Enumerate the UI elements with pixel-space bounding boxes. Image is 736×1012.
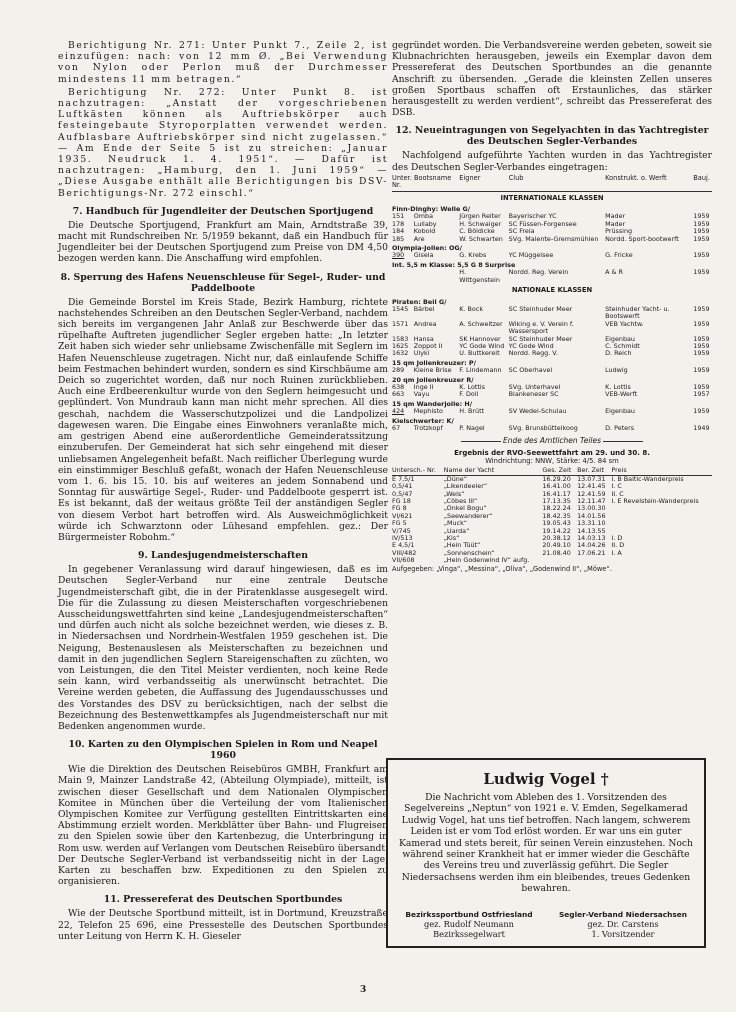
section-10-title: 10. Karten zu den Olympischen Spielen in Rom und Neapel 1960 — [68, 739, 378, 762]
yacht-cell: Bayerischer YC — [508, 212, 557, 221]
section-12-title: 12. Neueintragungen von Segelyachten in das Yachtregister des Deutschen Segler-Verbandes — [395, 125, 709, 148]
race-cell: 13.31.10 — [577, 519, 606, 528]
race-cell: 16.29.20 — [542, 474, 571, 483]
header-builder: Konstrukt. o. Werft — [605, 175, 693, 191]
yacht-cell: 185 — [392, 234, 405, 243]
obituary-name: Ludwig Vogel † — [483, 770, 609, 788]
yacht-cell: VEB Yachtw. — [605, 319, 644, 328]
yacht-cell: Gisela — [413, 251, 434, 260]
race-cell — [611, 528, 712, 535]
yacht-cell: Nordd. Sport-bootwerft — [605, 234, 679, 243]
race-cell: 12.11.47 — [577, 497, 606, 506]
yacht-cell: Vayu — [413, 390, 430, 399]
section-8-text: Die Gemeinde Borstel im Kreis Stade, Bezirk Hamburg, richtete nachstehendes Schreiben an den Deutschen Segler-Verband, nachdem sich bereits im vergangenen Jahr Anlaß zur Beschwerde über das rüpelhafte Auftreten jugendlicher Segler ergeben hatte: „In letzter Zeit haben sich wieder sehr unliebsame Zwischenfälle mit Seglern im Hafen Neuenschleuse zugetragen. Nicht nur, daß einlaufende Schiffe beim Festmachen behindert wurden, sondern es sind Kirschbäume am Deich so zugerichtet worden, daß nur noch Ruinen zurückblieben. Auch eine Erdbeerenkultur wurde von den Seglern heimgesucht und geplündert. Von Mundraub kann man nicht mehr sprechen. All dies geschah, nachdem die Wasserschutzpolizei und die Landpolizei dagewesen waren. Die Eingabe eines Einwohners veranlaßte mich, am gestrigen Abend eine außerordentliche Gemeinderatssitzung einzuberufen. Der Gemeinderat hat sich sehr eingehend mit dieser unliebsamen Angelegenheit befaßt. Nach reiflicher Überlegung wurde ein einstimmiger Beschluß gefaßt, wonach der Hafen Neuenschleuse vom 1. 6. bis 15. 10. bis auf weiteres an jedem Sonnabend und Sonntag für auswärtige Segel-, Ruder- und Paddelboote gesperrt ist. Es ist bekannt, daß der weitaus größte Teil der anständigen Segler von diesem Verbot hart betroffen wird. Als Ausweichmöglichkeit würde ich Schwarztonn oder Lühesand empfehlen. gez.: Der Bürgermeister Robohm.“ — [58, 296, 388, 543]
yacht-cell: YC Gode Wind — [508, 341, 554, 350]
yacht-cell: G. Krebs — [459, 251, 487, 260]
yacht-cell: 1959 — [693, 251, 710, 260]
left-org: Bezirkssportbund Ostfriesland — [405, 910, 533, 919]
yacht-cell: SK Hannover — [459, 334, 501, 343]
yacht-cell: D. Reich — [605, 349, 632, 358]
race-cell: E 7,5/1 — [392, 474, 415, 483]
class-group-label: 15 qm Jollenkreuzer: P/ — [392, 358, 476, 367]
yacht-cell: Zoppot II — [413, 341, 443, 350]
yacht-row — [392, 252, 712, 259]
national-classes-heading — [392, 284, 712, 296]
yacht-cell: 1959 — [693, 219, 710, 228]
yacht-cell: 67 — [392, 424, 401, 433]
obituary-signature-right — [548, 910, 698, 939]
yacht-cell: Prüssing — [605, 227, 633, 236]
yacht-cell: SV Wedel-Schulau — [508, 407, 567, 416]
race-cell: IV/513 — [392, 534, 413, 543]
race-cell: VI/621 — [392, 511, 413, 520]
section-11-text: Wie der Deutsche Sportbund mitteilt, ist in Dortmund, Kreuzstraße 22, Telefon 25 696, eine Pressestelle des Deutschen Sportbundes unter Leitung von Herrn K. H. Gieseler — [58, 908, 388, 942]
race-cell: 13.07.31 — [577, 474, 606, 483]
yacht-cell: Mephisto — [413, 407, 443, 416]
yacht-cell: Ludwig — [605, 366, 628, 375]
yacht-cell: 178 — [392, 219, 405, 228]
yacht-cell: 1632 — [392, 349, 409, 358]
race-cell: „Uarda“ — [443, 526, 470, 535]
yacht-cell: Jürgen Reiter — [459, 212, 501, 221]
yacht-cell: H. Schwaiger — [459, 219, 502, 228]
yacht-cell — [392, 269, 414, 284]
yacht-row — [392, 236, 712, 243]
yacht-cell: 1959 — [693, 334, 710, 343]
yacht-cell: 1959 — [693, 341, 710, 350]
international-classes-heading — [392, 191, 712, 204]
race-cell — [611, 520, 712, 527]
rule-right — [603, 441, 643, 442]
yacht-cell: 1959 — [693, 319, 710, 328]
yacht-cell: U. Buttkereit — [459, 349, 500, 358]
yacht-cell — [414, 269, 460, 284]
yacht-cell: 1959 — [693, 227, 710, 236]
yacht-row — [392, 350, 712, 357]
yacht-cell: Andrea — [413, 319, 437, 328]
race-cell: I. C — [611, 482, 622, 491]
yacht-cell: 1957 — [693, 390, 710, 399]
class-group-label: Int. 5,5 m Klasse: 5,5 G 8 Surprise — [392, 260, 516, 269]
correction-272: Berichtigung Nr. 272: Unter Punkt 8. ist nachzutragen: „Anstatt der vorgeschriebenen Luftkästen können als Auftriebskörper auch festeingebaute Styroporplatten verwendet werden. Aufblasbare Auftriebskörper sind nicht zugelassen.“ — Am Ende der Seite 5 ist zu streichen: „Januar 1935. Neudruck 1. 4. 1951“. — Dafür ist nachzutragen: „Hamburg, den 1. Juni 1959“ — „Diese Ausgabe enthält alle Berichtigungen bis DSV-Berichtigungs-Nr. 272 einschl.“ — [58, 86, 388, 199]
header-owner: Eigner — [459, 175, 508, 191]
yacht-table-header — [392, 175, 712, 191]
yacht-cell: Are — [413, 234, 425, 243]
yacht-cell: 1959 — [693, 268, 710, 277]
yacht-cell: W. Schwarten — [459, 234, 503, 243]
yacht-cell: 424 — [392, 407, 405, 416]
yacht-cell: 1625 — [392, 341, 409, 350]
race-cell: 14.01.56 — [577, 511, 606, 520]
race-cell: 18.22.24 — [542, 504, 571, 513]
race-cell: „Cöbes III“ — [443, 497, 478, 506]
yacht-cell: Mader — [605, 212, 626, 221]
yacht-row — [392, 425, 712, 432]
race-cell: „Sonnenschein“ — [443, 548, 495, 557]
race-row — [392, 550, 712, 557]
yacht-row — [392, 321, 712, 336]
race-results-table — [392, 467, 712, 564]
yacht-cell: 1959 — [693, 366, 710, 375]
right-org: Segler-Verband Niedersachsen — [558, 910, 688, 919]
race-cell: 0,5/41 — [392, 482, 413, 491]
race-cell: 12.41.45 — [577, 482, 606, 491]
yacht-cell: YC Müggelsee — [508, 251, 554, 260]
yacht-cell: Eigenbau — [605, 334, 635, 343]
obituary-signature-left — [394, 910, 544, 939]
race-cell: 20.38.12 — [542, 534, 571, 543]
race-cell: E 4,5/1 — [392, 541, 415, 550]
race-cell: „Hein Godenwind IV“ aufg. — [443, 556, 530, 565]
yacht-row — [392, 221, 712, 228]
race-cell: 16.41.17 — [542, 489, 571, 498]
yacht-cell: SC Füssen-Forgensee — [508, 219, 577, 228]
race-cell: I. B Baltic-Wanderpreis — [611, 474, 684, 483]
race-header-corrected: Ber. Zeit — [577, 467, 611, 475]
yacht-cell: SVg. Unterhavel — [508, 382, 561, 391]
race-header-prize: Preis — [611, 467, 712, 475]
yacht-cell: SVg. Malente-Gremsmühlen — [508, 234, 599, 243]
yacht-cell: Nordd. Regg. V. — [508, 349, 558, 358]
race-cell — [611, 513, 712, 520]
yacht-cell: 638 — [392, 382, 405, 391]
race-cell: 17.13.35 — [542, 497, 571, 506]
correction-271: Berichtigung Nr. 271: Unter Punkt 7., Zeile 2, ist einzufügen: nach: von 12 mm Ø. „Bei Verwendung von Nylon oder Perlon muß der Durchmesser mindestens 11 mm betragen.“ — [58, 40, 388, 85]
yacht-cell: 1571 — [392, 319, 409, 328]
yacht-cell: 1949 — [693, 424, 710, 433]
yacht-cell: 1959 — [693, 304, 710, 313]
yacht-cell: 390 — [392, 251, 405, 260]
race-cell: 12.41.59 — [577, 489, 606, 498]
yacht-cell: Lullaby — [413, 219, 437, 228]
right-signer: gez. Dr. Carstens — [587, 918, 659, 929]
yacht-cell: C. Schmidt — [605, 341, 640, 350]
yacht-cell: H. Brütt — [459, 407, 485, 416]
race-cell: II. D — [611, 541, 625, 550]
race-cell — [542, 557, 577, 564]
header-year: Bauj. — [693, 175, 712, 191]
race-cell: 13.00.30 — [577, 504, 606, 513]
yacht-cell: Eigenbau — [605, 407, 635, 416]
race-cell: II. C — [611, 489, 624, 498]
yacht-cell: P. Nagel — [459, 424, 485, 433]
yacht-cell: K. Lottis — [605, 382, 631, 391]
race-cell: V/745 — [392, 526, 411, 535]
class-group-label: Piraten: Beil G/ — [392, 297, 447, 306]
yacht-cell: C. Böldicke — [459, 227, 495, 236]
race-cell: 0,5/47 — [392, 489, 413, 498]
yacht-cell: Inge II — [413, 382, 434, 391]
race-cell: I. A — [611, 548, 622, 557]
yacht-cell: SC Freia — [508, 227, 535, 236]
right-role: 1. Vorsitzender — [591, 928, 655, 939]
yacht-cell: SC Steinhuder Meer — [508, 334, 573, 343]
race-header-name: Name der Yacht — [444, 467, 543, 475]
race-cell: FG 5 — [392, 519, 407, 528]
yacht-cell: SC Oberhavel — [508, 366, 553, 375]
yacht-cell: 289 — [392, 366, 405, 375]
yacht-cell: 1959 — [693, 212, 710, 221]
section-8-title: 8. Sperrung des Hafens Neuenschleuse für Segel-, Ruder- und Paddelboote — [60, 271, 386, 294]
yacht-cell: F. Doll — [459, 390, 479, 399]
yacht-cell: Ulyki — [413, 349, 430, 358]
section-9-text: In gegebener Veranlassung wird darauf hingewiesen, daß es im Deutschen Segler-Verband nur eine zentrale Deutsche Jugendmeisterschaft gibt, die in der Piratenklasse ausgesegelt wird. Die für die Zulassung zu diesen Meisterschaften vorgeschriebenen Ausscheidungswettfahrten sind keine „Landesjugendmeisterschaften“ und dürfen auch nicht als solche bezeichnet werden, wie dieses z. B. in Niedersachsen und Nordrhein-Westfalen 1959 geschehen ist. Die Neigung, Bestenauslesen als Meisterschaften zu bezeichnen und damit in den jugendlichen Seglern Stareigenschaften zu züchten, wo von Leistungen, die den Titel Meister verdienten, noch keine Rede sein kann, wird verbandsseitig als unerwünscht betrachtet. Die Vereine werden gebeten, die Auffassung des Jugendausschusses und des Vorstandes des DSV zu berücksichtigen, nach der selbst die Bezeichnung des Bestenwettkampfes als Jugendmeisterschaft nur mit Bedenken angenommen wurde. — [58, 564, 388, 732]
yacht-cell: H. Wittgenstein — [459, 268, 500, 284]
race-cell: 21.08.40 — [542, 548, 571, 557]
section-7-text: Die Deutsche Sportjugend, Frankfurt am Main, Arndtstraße 39, macht mit Rundschreiben Nr. 5/1959 bekannt, daß ein Handbuch für Jugendleiter bei der Deutschen Sportjugend zum Preise von DM 4,50 bezogen werden kann. Die Anschaffung wird empfohlen. — [58, 219, 388, 265]
race-gave-up: Aufgegeben: „Vinga“, „Messina“, „Oliva“, „Godenwind II“, „Möwe“. — [392, 564, 612, 573]
yacht-cell: YC Gode Wind — [459, 341, 505, 350]
yacht-cell: 151 — [392, 212, 405, 221]
yacht-cell: F. Lindemann — [459, 366, 502, 375]
page-number: 3 — [360, 985, 367, 995]
race-cell: I. E Revelstein-Wanderpreis — [611, 497, 699, 506]
end-of-official-section — [392, 436, 712, 445]
yacht-cell: 1959 — [693, 407, 710, 416]
race-cell: 18.42.35 — [542, 511, 571, 520]
race-cell: „Muck“ — [443, 519, 468, 528]
rule-left — [461, 441, 501, 442]
left-signer: gez. Rudolf Neumann — [424, 918, 514, 929]
yacht-row — [392, 269, 712, 284]
race-cell: FG 8 — [392, 504, 407, 513]
yacht-cell: 1959 — [693, 382, 710, 391]
section-12-text: Nachfolgend aufgeführte Yachten wurden in das Yachtregister des Deutschen Segler-Verbandes eingetragen: — [392, 150, 712, 173]
yacht-row — [392, 367, 712, 374]
yacht-row — [392, 306, 712, 321]
race-header-total: Ges. Zeit — [542, 467, 577, 475]
race-cell: „Likendeeler“ — [443, 482, 488, 491]
race-row — [392, 557, 712, 564]
yacht-cell: SVg. Brunsbüttelkoog — [508, 424, 578, 433]
yacht-cell: Hansa — [413, 334, 434, 343]
yacht-cell: Bärbel — [413, 304, 435, 313]
header-nr: Unter. Bootsname Nr. — [392, 175, 459, 191]
section-11-title: 11. Pressereferat des Deutschen Sportbundes — [103, 894, 343, 906]
race-cell: I. D — [611, 534, 623, 543]
race-cell: 20.49.10 — [542, 541, 571, 550]
section-10-text: Wie die Direktion des Deutschen Reisebüros GMBH, Frankfurt am Main 9, Mainzer Landstraße 42, (Abteilung Olympiade), mitteilt, ist zwischen dieser Gesellschaft und dem Nationalen Olympischen Komitee in München über die Verteilung der vom Italienischen Olympischen Komitee zur Verfügung gestellten Eintrittskarten eine Abstimmung erzielt worden. Merkblätter über Bahn- und Flugreisen zu den Spielen sowie über den Kartenbezug, die Unterbringung in Rom usw. werden auf Verlangen vom Deutschen Reisebüro übersandt. Der Deutsche Segler-Verband ist verbandsseitig nicht in der Lage, Karten zu beschaffen bzw. Expeditionen zu den Spielen zu organisieren. — [58, 764, 388, 888]
race-subtitle: Windrichtung: NNW, Stärke: 4/5. 84 sm — [485, 457, 619, 466]
class-group-label: Olympia-Jollen: OG/ — [392, 244, 463, 253]
yacht-cell: Steinhuder Yacht- u. Bootswerft — [605, 304, 670, 321]
class-group-label: 15 qm Wanderjolle: H/ — [392, 399, 473, 408]
national-classes-heading-label: NATIONALE KLASSEN — [511, 286, 593, 295]
yacht-cell: Kobold — [413, 227, 436, 236]
race-title: Ergebnis der RVO-Seewettfahrt am 29. und 30. 8. — [454, 449, 650, 458]
yacht-cell: Kleine Brise — [413, 366, 452, 375]
section-11-continued: gegründet worden. Die Verbandsvereine werden gebeten, soweit sie Klubnachrichten herausgeben, jeweils ein Exemplar davon dem Pressereferat des Deutschen Sportbundes an die genannte Anschrift zu übersenden. „Gerade die kleinsten Zellen unseres großen Sportbaus schaffen oft Erstaunliches, das stärker herausgestellt zu werden verdient“, schreibt das Pressereferat des DSB. — [392, 40, 712, 119]
race-cell: FG 18 — [392, 497, 411, 506]
yacht-cell: K. Bock — [459, 304, 484, 313]
yacht-cell: 1959 — [693, 349, 710, 358]
yacht-cell: 1959 — [693, 234, 710, 243]
section-9-title: 9. Landesjugendmeisterschaften — [138, 550, 308, 562]
class-group-label: 20 qm Jollenkreuzer R/ — [392, 375, 474, 384]
race-cell: 14.13.55 — [577, 526, 606, 535]
race-cell: „Onkel Bogu“ — [443, 504, 487, 513]
left-role: Bezirkssegelwart — [433, 928, 505, 939]
yacht-cell: D. Peters — [605, 424, 635, 433]
yacht-cell: 184 — [392, 227, 405, 236]
obituary-text: Die Nachricht vom Ableben des 1. Vorsitzenden des Segelvereins „Neptun“ von 1921 e. V. Emden, Segelkamerad Ludwig Vogel, hat uns tief betroffen. Nach langem, schwerem Leiden ist er vom Tod erlöst worden. Er war uns ein guter Kamerad und stets bereit, für seinen Verein einzustehen. Noch während seiner Krankheit hat er immer wieder die Geschäfte des Vereins treu und zuverlässig geführt. Die Segler Niedersachsens werden ihm ein bleibendes, treues Gedenken bewahren. — [399, 792, 693, 895]
yacht-cell: Mader — [605, 219, 626, 228]
yacht-cell: K. Lottis — [459, 382, 486, 391]
race-cell: „Düne“ — [443, 474, 468, 483]
yacht-cell: A. Schweitzer — [459, 319, 503, 328]
race-cell: 19.14.22 — [542, 526, 571, 535]
yacht-cell: Trotzkopf — [413, 424, 443, 433]
yacht-cell: A & R — [605, 268, 623, 277]
race-cell: VII/608 — [392, 556, 415, 565]
yacht-cell: Omba — [413, 212, 434, 221]
class-group-label: Kielschwerter: K/ — [392, 416, 454, 425]
race-cell: VIII/482 — [392, 548, 417, 557]
section-7-title: 7. Handbuch für Jugendleiter der Deutschen Sportjugend — [72, 205, 374, 217]
race-cell: 14.03.13 — [577, 534, 606, 543]
yacht-cell: VEB-Werft — [605, 390, 638, 399]
class-group-label: Finn-Dinghy: Welle G/ — [392, 205, 471, 214]
race-cell: 19.05.43 — [542, 519, 571, 528]
right-column — [392, 40, 712, 573]
yacht-cell: 663 — [392, 390, 405, 399]
race-cell: „Hein Tüüt“ — [443, 541, 481, 550]
race-cell: 14.04.26 — [577, 541, 606, 550]
left-column — [58, 40, 388, 944]
yacht-cell: 1583 — [392, 334, 409, 343]
race-cell: „Kis“ — [443, 534, 460, 543]
race-cell: 17.06.21 — [577, 548, 606, 557]
obituary-box — [386, 758, 706, 948]
race-cell — [611, 557, 712, 564]
yacht-cell: SC Steinhuder Meer — [508, 304, 573, 313]
yacht-register-table — [392, 175, 712, 433]
race-cell — [611, 505, 712, 512]
race-cell: 16.41.00 — [542, 482, 571, 491]
yacht-cell: Nordd. Reg. Verein — [508, 268, 569, 277]
yacht-cell: Blankeneser SC — [508, 390, 559, 399]
header-club: Club — [509, 175, 605, 191]
race-cell: „Seewanderer“ — [443, 511, 493, 520]
race-cell: „Wels“ — [443, 489, 465, 498]
race-header-nr: Untersch.- Nr. — [392, 467, 444, 475]
yacht-row — [392, 391, 712, 398]
yacht-row — [392, 408, 712, 415]
end-marker-text: Ende des Amtlichen Teiles — [502, 436, 602, 446]
yacht-cell: Wiking e. V. Verein f. Wassersport — [508, 319, 574, 336]
international-classes-heading-label: INTERNATIONALE KLASSEN — [500, 193, 604, 202]
race-cell — [577, 557, 611, 564]
yacht-cell: G. Fricke — [605, 251, 633, 260]
yacht-cell: 1545 — [392, 304, 409, 313]
